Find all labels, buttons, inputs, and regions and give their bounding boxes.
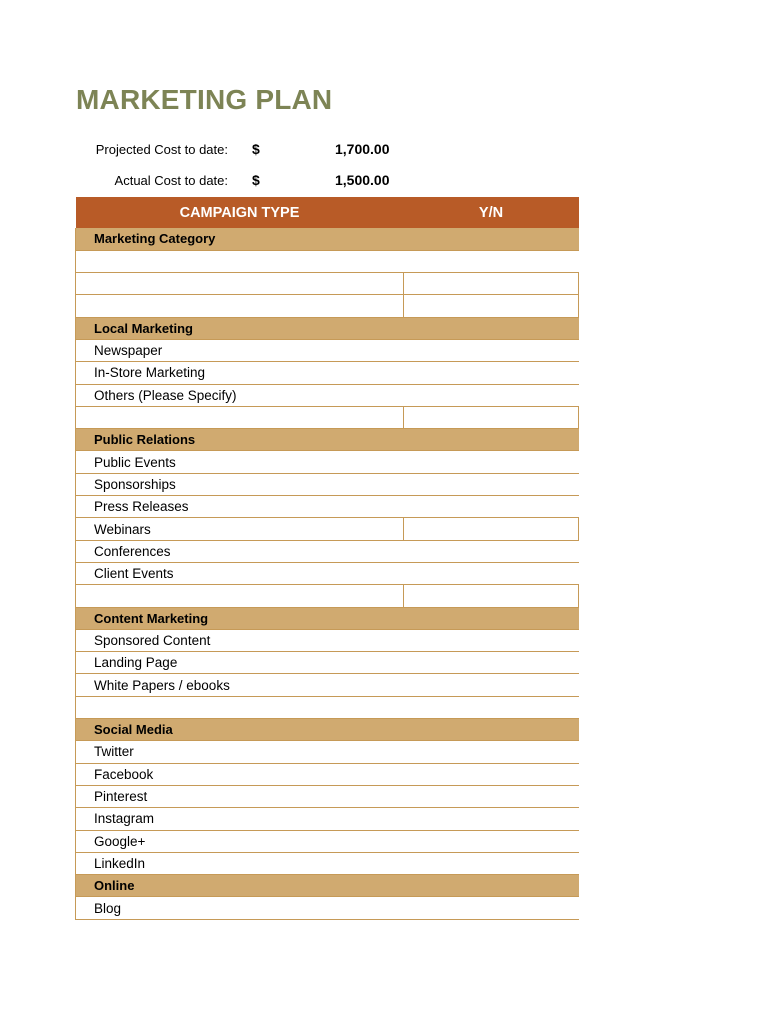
campaign-type-cell[interactable]: Instagram bbox=[76, 808, 404, 830]
yn-cell[interactable] bbox=[404, 741, 579, 763]
campaign-table bbox=[75, 197, 579, 920]
campaign-type-cell[interactable]: Sponsored Content bbox=[76, 629, 404, 651]
yn-cell[interactable] bbox=[404, 652, 579, 674]
yn-cell[interactable] bbox=[404, 451, 579, 473]
table-row bbox=[76, 273, 579, 295]
campaign-type-cell[interactable]: LinkedIn bbox=[76, 852, 404, 874]
table-row bbox=[76, 339, 579, 361]
table-row bbox=[76, 696, 579, 718]
campaign-type-cell[interactable]: Twitter bbox=[76, 741, 404, 763]
category-label: Marketing Category bbox=[76, 228, 579, 250]
campaign-type-cell[interactable]: Google+ bbox=[76, 830, 404, 852]
yn-cell[interactable] bbox=[404, 496, 579, 518]
projected-cost-currency: $ bbox=[252, 141, 260, 157]
yn-cell[interactable] bbox=[404, 852, 579, 874]
yn-cell[interactable] bbox=[404, 696, 579, 718]
campaign-type-cell[interactable] bbox=[76, 406, 404, 428]
yn-cell[interactable] bbox=[404, 273, 579, 295]
table-row bbox=[76, 808, 579, 830]
yn-cell[interactable] bbox=[404, 897, 579, 919]
category-label: Social Media bbox=[76, 719, 579, 741]
table-row bbox=[76, 652, 579, 674]
table-row bbox=[76, 674, 579, 696]
campaign-type-header: CAMPAIGN TYPE bbox=[76, 197, 404, 228]
table-row bbox=[76, 362, 579, 384]
table-row bbox=[76, 763, 579, 785]
campaign-type-cell[interactable]: Public Events bbox=[76, 451, 404, 473]
yn-cell[interactable] bbox=[404, 763, 579, 785]
page-title: MARKETING PLAN bbox=[76, 84, 333, 115]
table-row bbox=[76, 540, 579, 562]
actual-cost-value[interactable]: 1,500.00 bbox=[335, 172, 390, 188]
yn-cell[interactable] bbox=[404, 406, 579, 428]
category-row bbox=[76, 429, 579, 451]
campaign-type-cell[interactable]: Others (Please Specify) bbox=[76, 384, 404, 406]
campaign-type-cell[interactable]: Pinterest bbox=[76, 785, 404, 807]
table-row bbox=[76, 897, 579, 919]
table-row bbox=[76, 384, 579, 406]
yn-cell[interactable] bbox=[404, 629, 579, 651]
table-row bbox=[76, 496, 579, 518]
table-row bbox=[76, 741, 579, 763]
actual-cost-label: Actual Cost to date: bbox=[114, 173, 228, 188]
category-label: Local Marketing bbox=[76, 317, 579, 339]
table-row bbox=[76, 451, 579, 473]
category-label: Content Marketing bbox=[76, 607, 579, 629]
campaign-type-cell[interactable]: Webinars bbox=[76, 518, 404, 540]
table-row bbox=[76, 785, 579, 807]
yn-cell[interactable] bbox=[404, 562, 579, 584]
category-row bbox=[76, 875, 579, 897]
table-row bbox=[76, 562, 579, 584]
table-row bbox=[76, 406, 579, 428]
projected-cost-label: Projected Cost to date: bbox=[95, 142, 228, 157]
category-row bbox=[76, 607, 579, 629]
yn-cell[interactable] bbox=[404, 785, 579, 807]
yn-cell[interactable] bbox=[404, 808, 579, 830]
campaign-type-cell[interactable] bbox=[76, 250, 404, 272]
campaign-type-cell[interactable] bbox=[76, 585, 404, 607]
category-row bbox=[76, 228, 579, 250]
table-row bbox=[76, 585, 579, 607]
table-body bbox=[76, 228, 579, 919]
table-row bbox=[76, 830, 579, 852]
table-header-row bbox=[76, 197, 579, 228]
campaign-type-cell[interactable] bbox=[76, 273, 404, 295]
yn-cell[interactable] bbox=[404, 540, 579, 562]
table-row bbox=[76, 629, 579, 651]
table-row bbox=[76, 518, 579, 540]
campaign-type-cell[interactable] bbox=[76, 696, 404, 718]
category-label: Public Relations bbox=[76, 429, 579, 451]
campaign-type-cell[interactable] bbox=[76, 295, 404, 317]
table-row bbox=[76, 250, 579, 272]
table-row bbox=[76, 295, 579, 317]
campaign-type-cell[interactable]: Newspaper bbox=[76, 339, 404, 361]
campaign-type-cell[interactable]: Press Releases bbox=[76, 496, 404, 518]
yn-cell[interactable] bbox=[404, 518, 579, 540]
campaign-type-cell[interactable]: Blog bbox=[76, 897, 404, 919]
campaign-type-cell[interactable]: White Papers / ebooks bbox=[76, 674, 404, 696]
actual-cost-currency: $ bbox=[252, 172, 260, 188]
yn-cell[interactable] bbox=[404, 250, 579, 272]
campaign-type-cell[interactable]: Client Events bbox=[76, 562, 404, 584]
campaign-type-cell[interactable]: Sponsorships bbox=[76, 473, 404, 495]
yn-header: Y/N bbox=[404, 197, 579, 228]
projected-cost-value[interactable]: 1,700.00 bbox=[335, 141, 390, 157]
table-row bbox=[76, 473, 579, 495]
campaign-type-cell[interactable]: Facebook bbox=[76, 763, 404, 785]
yn-cell[interactable] bbox=[404, 384, 579, 406]
yn-cell[interactable] bbox=[404, 339, 579, 361]
actual-cost-row bbox=[0, 170, 420, 192]
table-row bbox=[76, 852, 579, 874]
category-row bbox=[76, 719, 579, 741]
campaign-type-cell[interactable]: Conferences bbox=[76, 540, 404, 562]
yn-cell[interactable] bbox=[404, 674, 579, 696]
yn-cell[interactable] bbox=[404, 473, 579, 495]
yn-cell[interactable] bbox=[404, 295, 579, 317]
campaign-type-cell[interactable]: In-Store Marketing bbox=[76, 362, 404, 384]
category-row bbox=[76, 317, 579, 339]
projected-cost-row bbox=[0, 139, 420, 161]
yn-cell[interactable] bbox=[404, 362, 579, 384]
yn-cell[interactable] bbox=[404, 585, 579, 607]
yn-cell[interactable] bbox=[404, 830, 579, 852]
campaign-type-cell[interactable]: Landing Page bbox=[76, 652, 404, 674]
category-label: Online bbox=[76, 875, 579, 897]
